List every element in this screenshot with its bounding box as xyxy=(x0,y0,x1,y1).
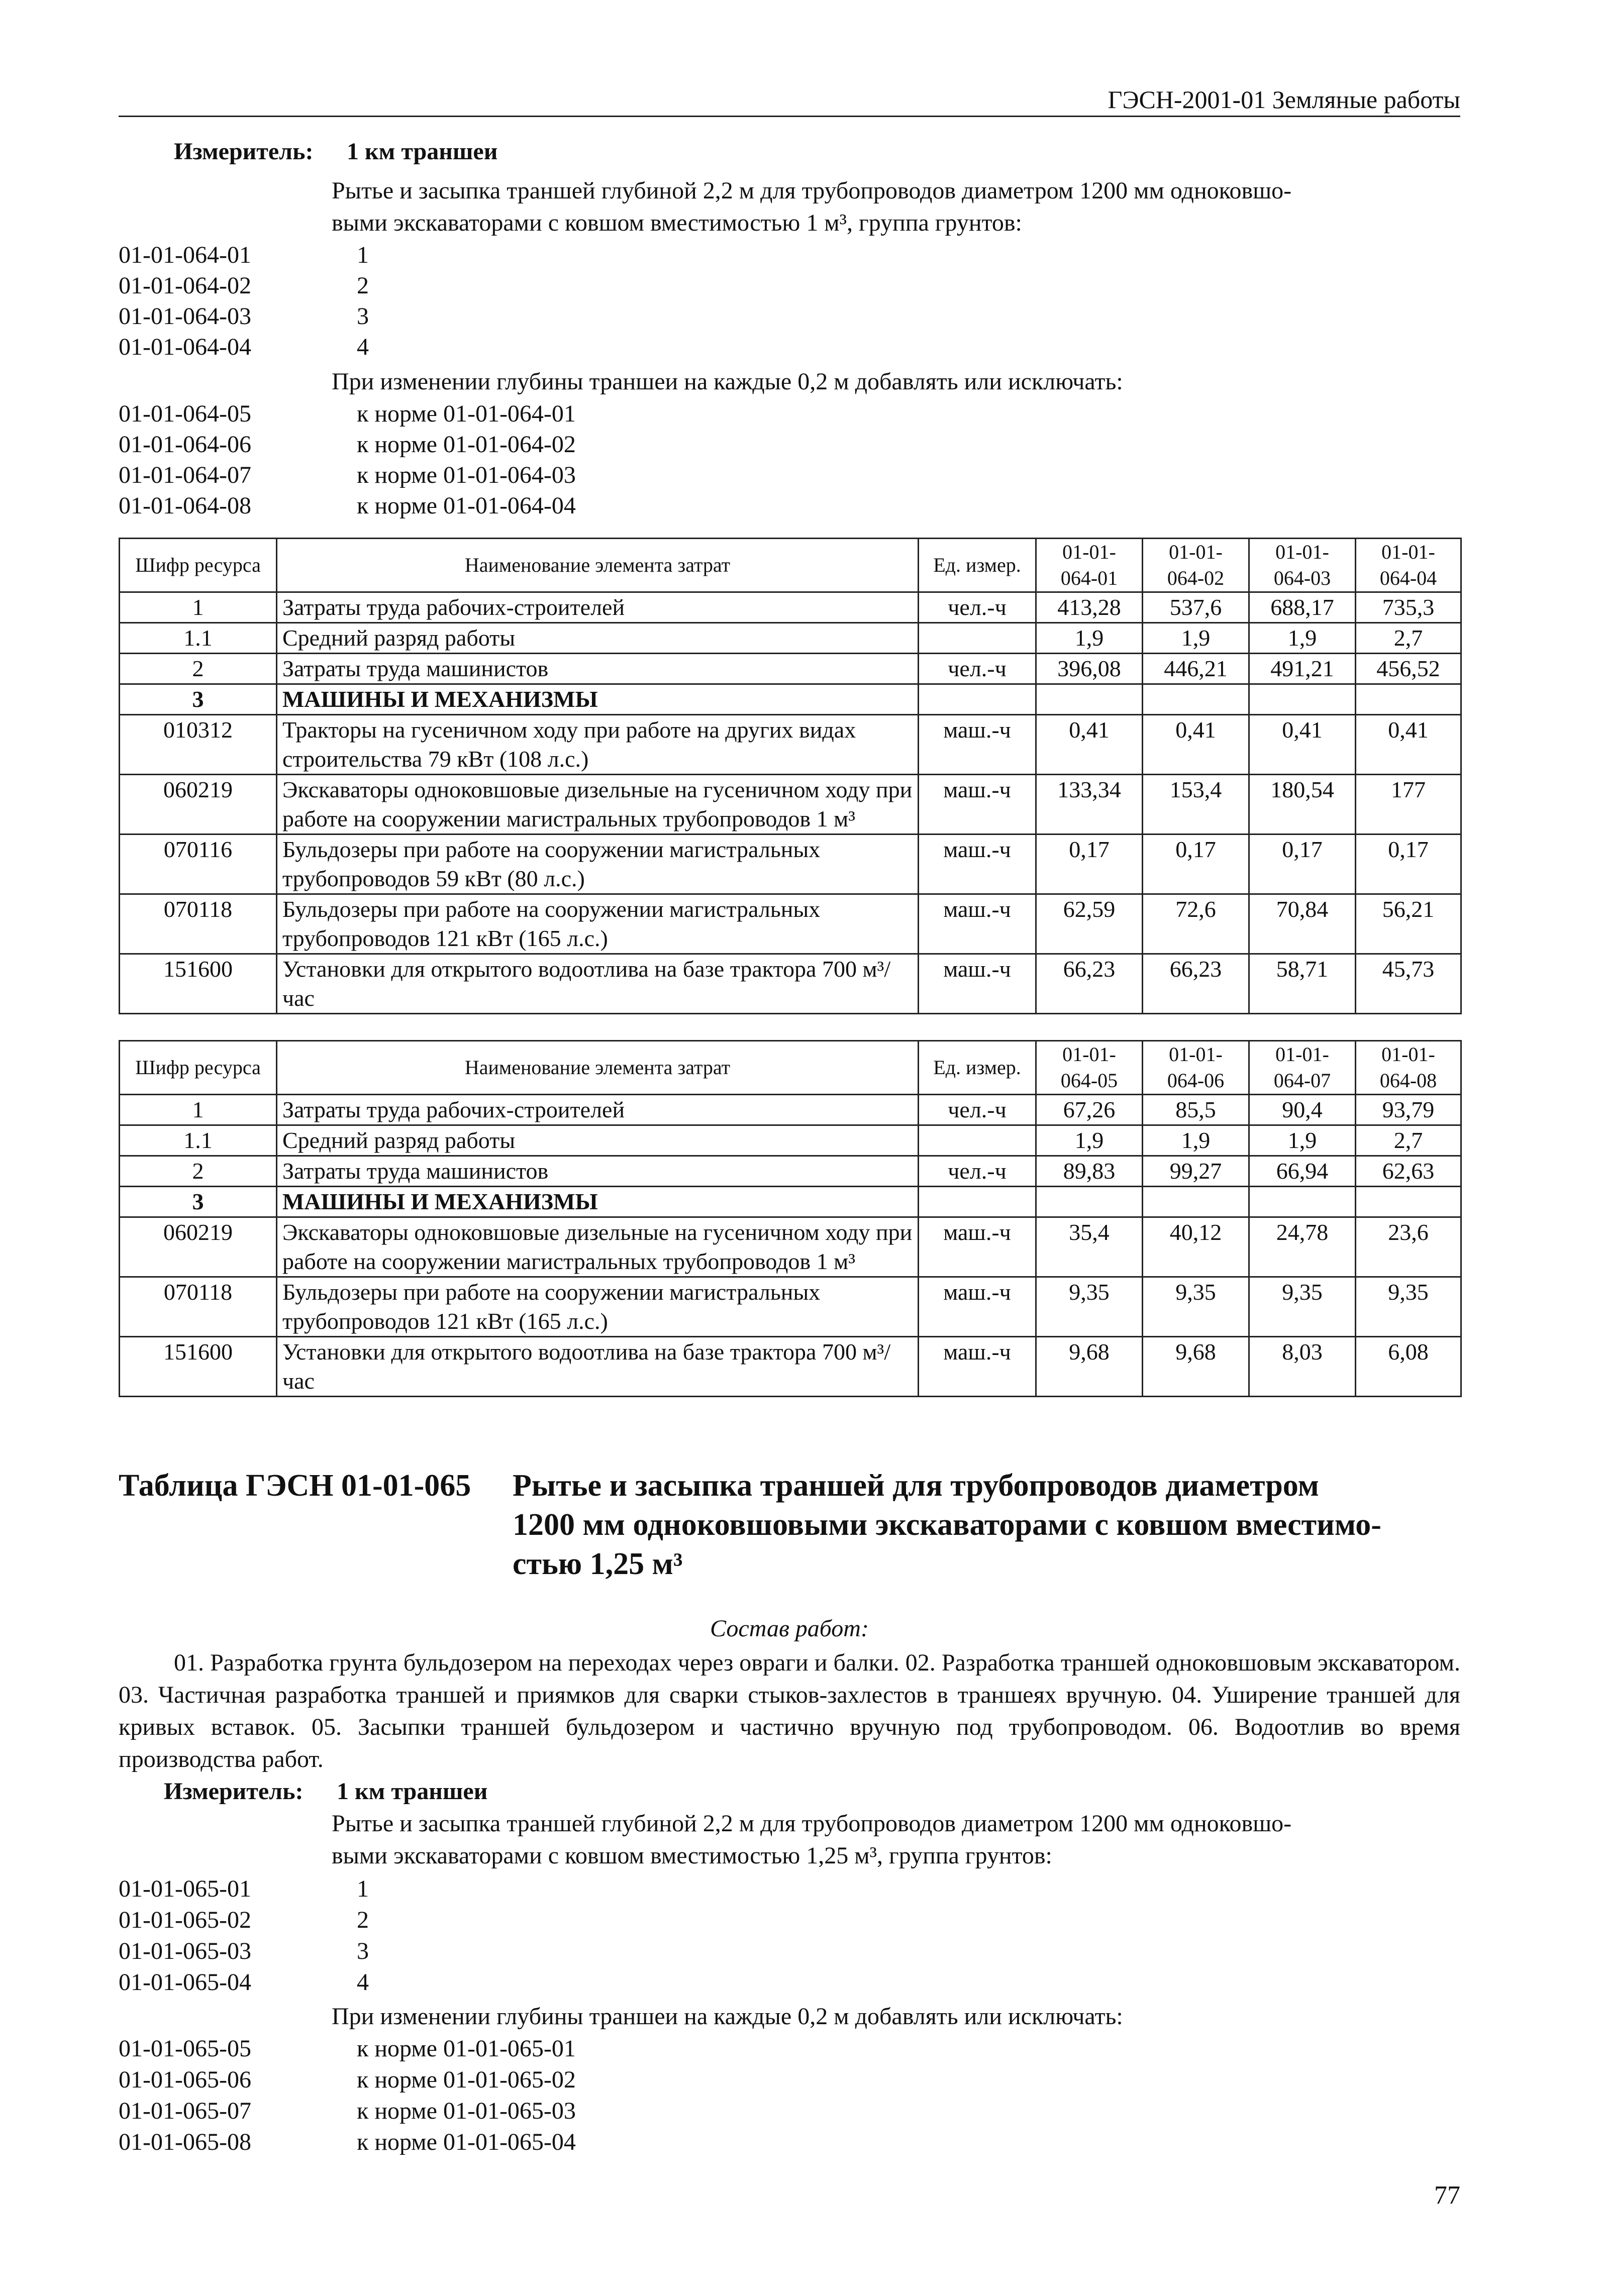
cell-cipher: 060219 xyxy=(120,1217,277,1277)
cell-value: 9,35 xyxy=(1356,1277,1461,1337)
col-code-b: 064-08 xyxy=(1379,1069,1437,1092)
cell-cipher: 070116 xyxy=(120,834,277,894)
norm-value: 3 xyxy=(357,303,369,330)
cell-value: 9,35 xyxy=(1249,1277,1356,1337)
col-code-b: 064-01 xyxy=(1060,567,1118,589)
header-cipher: Шифр ресурса xyxy=(120,539,277,592)
table-row xyxy=(120,1095,1461,1125)
cell-unit: маш.-ч xyxy=(919,894,1036,954)
col-code-a: 01-01- xyxy=(1169,541,1223,563)
meter-label-065: Измеритель: xyxy=(164,1778,304,1805)
cell-value: 0,17 xyxy=(1249,834,1356,894)
works-description: 01. Разработка грунта бульдозером на переходах через овраги и балки. 02. Разработка траншей одноковшовым экскаватором. 03. Частичная разработка траншей и приямков для сварки стыков-захлестов в траншеях вручную. 04. Уширение траншей для кривых вставок. 05. Засыпки траншей бульдозером и частично вручную под трубопроводом. 06. Водоотлив во время производства работ. xyxy=(119,1649,1460,1772)
cell-value xyxy=(1036,684,1143,715)
norm-code: 01-01-065-04 xyxy=(119,1969,251,1996)
cell-value: 66,23 xyxy=(1143,954,1249,1014)
works-title: Состав работ: xyxy=(710,1615,869,1642)
header-cipher: Шифр ресурса xyxy=(120,1041,277,1095)
cell-cipher: 1 xyxy=(120,1095,277,1125)
norm-value: 3 xyxy=(357,1938,369,1964)
cell-value: 446,21 xyxy=(1143,654,1249,684)
cell-value: 35,4 xyxy=(1036,1217,1143,1277)
cell-cipher: 070118 xyxy=(120,1277,277,1337)
cell-value: 456,52 xyxy=(1356,654,1461,684)
cell-unit xyxy=(919,623,1036,654)
cell-value xyxy=(1036,1187,1143,1217)
col-code-a: 01-01- xyxy=(1275,1043,1329,1066)
table-row xyxy=(120,715,1461,775)
cell-value: 1,9 xyxy=(1249,1125,1356,1156)
norm-code: 01-01-064-01 xyxy=(119,242,251,268)
cell-name: МАШИНЫ И МЕХАНИЗМЫ xyxy=(277,684,919,715)
cell-name: Установки для открытого водоотлива на базе трактора 700 м³/час xyxy=(277,954,919,1014)
cell-value: 0,17 xyxy=(1036,834,1143,894)
cell-value: 23,6 xyxy=(1356,1217,1461,1277)
cell-cipher: 070118 xyxy=(120,894,277,954)
cell-value: 537,6 xyxy=(1143,592,1249,623)
table-caption-prefix: Таблица ГЭСН 01-01-065 xyxy=(119,1469,471,1503)
cell-value: 413,28 xyxy=(1036,592,1143,623)
norm-code: 01-01-064-04 xyxy=(119,334,251,360)
norm-code: 01-01-065-06 xyxy=(119,2066,251,2093)
norm-code: 01-01-064-06 xyxy=(119,431,251,458)
cell-name: Бульдозеры при работе на сооружении магистральных трубопроводов 121 кВт (165 л.с.) xyxy=(277,894,919,954)
cell-unit: маш.-ч xyxy=(919,775,1036,834)
cell-value: 85,5 xyxy=(1143,1095,1249,1125)
cell-value: 1,9 xyxy=(1143,623,1249,654)
norm-value: к норме 01-01-064-04 xyxy=(357,492,576,519)
cell-unit xyxy=(919,1187,1036,1217)
cell-value: 0,41 xyxy=(1356,715,1461,775)
cell-value xyxy=(1356,1187,1461,1217)
cell-value: 90,4 xyxy=(1249,1095,1356,1125)
header-unit: Ед. измер. xyxy=(919,539,1036,592)
header-norm-col xyxy=(1356,1041,1461,1095)
table-row xyxy=(120,1337,1461,1397)
cell-unit: маш.-ч xyxy=(919,1337,1036,1397)
norm-value: к норме 01-01-065-04 xyxy=(357,2129,576,2155)
norm-value: 1 xyxy=(357,1875,369,1902)
cell-value: 0,41 xyxy=(1036,715,1143,775)
cell-cipher: 2 xyxy=(120,1156,277,1187)
norm-value: к норме 01-01-065-01 xyxy=(357,2035,576,2062)
norm-code: 01-01-064-05 xyxy=(119,400,251,427)
cell-unit: маш.-ч xyxy=(919,715,1036,775)
table-caption-line2: 1200 мм одноковшовыми экскаваторами с ковшом вместимо- xyxy=(513,1508,1381,1542)
table-section-row xyxy=(120,684,1461,715)
table-caption-line1: Рытье и засыпка траншей для трубопроводов диаметром xyxy=(513,1469,1319,1503)
cell-value: 180,54 xyxy=(1249,775,1356,834)
table-section-row xyxy=(120,1187,1461,1217)
header-norm-col xyxy=(1036,1041,1143,1095)
running-header: ГЭСН-2001-01 Земляные работы xyxy=(1108,85,1460,114)
cell-value: 2,7 xyxy=(1356,1125,1461,1156)
meter-label-064: Измеритель: xyxy=(174,138,314,165)
cell-value: 2,7 xyxy=(1356,623,1461,654)
cell-cipher: 151600 xyxy=(120,954,277,1014)
norm-value: к норме 01-01-064-02 xyxy=(357,431,576,458)
col-code-b: 064-03 xyxy=(1273,567,1331,589)
table-row xyxy=(120,654,1461,684)
resource-table-2 xyxy=(119,1040,1462,1397)
cell-value: 72,6 xyxy=(1143,894,1249,954)
cell-value: 45,73 xyxy=(1356,954,1461,1014)
resource-table-1 xyxy=(119,538,1462,1014)
cell-value: 1,9 xyxy=(1036,1125,1143,1156)
norm-code: 01-01-065-08 xyxy=(119,2129,251,2155)
cell-value: 93,79 xyxy=(1356,1095,1461,1125)
cell-value: 9,35 xyxy=(1036,1277,1143,1337)
cell-value: 56,21 xyxy=(1356,894,1461,954)
cell-name: Экскаваторы одноковшовые дизельные на гусеничном ходу при работе на сооружении магистральных трубопроводов 1 м³ xyxy=(277,775,919,834)
table-row xyxy=(120,1125,1461,1156)
cell-value: 0,17 xyxy=(1356,834,1461,894)
col-code-a: 01-01- xyxy=(1381,541,1435,563)
table-row xyxy=(120,775,1461,834)
cell-value: 66,94 xyxy=(1249,1156,1356,1187)
cell-name: Затраты труда машинистов xyxy=(277,654,919,684)
norm-value: 2 xyxy=(357,1907,369,1933)
cell-value xyxy=(1249,684,1356,715)
cell-value: 688,17 xyxy=(1249,592,1356,623)
cell-value: 67,26 xyxy=(1036,1095,1143,1125)
norm-value: к норме 01-01-064-01 xyxy=(357,400,576,427)
cell-unit xyxy=(919,1125,1036,1156)
norm-value: к норме 01-01-065-03 xyxy=(357,2098,576,2124)
table-row xyxy=(120,623,1461,654)
col-code-a: 01-01- xyxy=(1275,541,1329,563)
cell-name: Установки для открытого водоотлива на базе трактора 700 м³/час xyxy=(277,1337,919,1397)
cell-value xyxy=(1143,1187,1249,1217)
cell-cipher: 151600 xyxy=(120,1337,277,1397)
cell-value: 0,17 xyxy=(1143,834,1249,894)
header-norm-col xyxy=(1036,539,1143,592)
cell-cipher: 3 xyxy=(120,684,277,715)
cell-value: 396,08 xyxy=(1036,654,1143,684)
cell-value: 62,59 xyxy=(1036,894,1143,954)
description-065-line2: выми экскаваторами с ковшом вместимостью 1,25 м³, группа грунтов: xyxy=(332,1842,1052,1869)
cell-value: 0,41 xyxy=(1249,715,1356,775)
description-064-line1: Рытье и засыпка траншей глубиной 2,2 м для трубопроводов диаметром 1200 мм одноковшо- xyxy=(332,177,1292,204)
col-code-b: 064-06 xyxy=(1167,1069,1225,1092)
cell-value: 0,41 xyxy=(1143,715,1249,775)
page-number: 77 xyxy=(1434,2181,1460,2210)
cell-value: 99,27 xyxy=(1143,1156,1249,1187)
cell-name: Средний разряд работы xyxy=(277,623,919,654)
cell-value: 6,08 xyxy=(1356,1337,1461,1397)
meter-value-064: 1 км траншеи xyxy=(347,138,498,165)
cell-unit: чел.-ч xyxy=(919,1156,1036,1187)
norm-code: 01-01-065-01 xyxy=(119,1875,251,1902)
cell-value: 491,21 xyxy=(1249,654,1356,684)
cell-value xyxy=(1249,1187,1356,1217)
norm-code: 01-01-065-05 xyxy=(119,2035,251,2062)
cell-cipher: 1.1 xyxy=(120,1125,277,1156)
norm-code: 01-01-065-02 xyxy=(119,1907,251,1933)
col-code-a: 01-01- xyxy=(1062,1043,1116,1066)
cell-value: 70,84 xyxy=(1249,894,1356,954)
cell-value: 89,83 xyxy=(1036,1156,1143,1187)
table-row xyxy=(120,834,1461,894)
cell-name: Тракторы на гусеничном ходу при работе на других видах строительства 79 кВт (108 л.с.) xyxy=(277,715,919,775)
cell-value: 9,68 xyxy=(1036,1337,1143,1397)
norm-code: 01-01-064-03 xyxy=(119,303,251,330)
col-code-a: 01-01- xyxy=(1062,541,1116,563)
table-row xyxy=(120,592,1461,623)
norm-value: 4 xyxy=(357,334,369,360)
cell-name: Экскаваторы одноковшовые дизельные на гусеничном ходу при работе на сооружении магистральных трубопроводов 1 м³ xyxy=(277,1217,919,1277)
cell-value: 8,03 xyxy=(1249,1337,1356,1397)
cell-cipher: 060219 xyxy=(120,775,277,834)
cell-name: МАШИНЫ И МЕХАНИЗМЫ xyxy=(277,1187,919,1217)
norm-code: 01-01-064-02 xyxy=(119,272,251,299)
table-row xyxy=(120,1217,1461,1277)
cell-unit xyxy=(919,684,1036,715)
header-norm-col xyxy=(1249,1041,1356,1095)
table-caption-line3: стью 1,25 м³ xyxy=(513,1547,683,1581)
description-065-line1: Рытье и засыпка траншей глубиной 2,2 м для трубопроводов диаметром 1200 мм одноковшо- xyxy=(332,1810,1292,1837)
norm-code: 01-01-065-07 xyxy=(119,2098,251,2124)
table-header-row xyxy=(120,539,1461,592)
col-code-b: 064-05 xyxy=(1060,1069,1118,1092)
norm-value: 1 xyxy=(357,242,369,268)
norm-value: к норме 01-01-065-02 xyxy=(357,2066,576,2093)
cell-cipher: 010312 xyxy=(120,715,277,775)
cell-cipher: 1 xyxy=(120,592,277,623)
cell-value: 1,9 xyxy=(1036,623,1143,654)
cell-unit: чел.-ч xyxy=(919,592,1036,623)
header-name: Наименование элемента затрат xyxy=(277,1041,919,1095)
cell-name: Затраты труда рабочих-строителей xyxy=(277,592,919,623)
meter-value-065: 1 км траншеи xyxy=(337,1778,488,1805)
header-norm-col xyxy=(1356,539,1461,592)
description-064-line2: выми экскаваторами с ковшом вместимостью 1 м³, группа грунтов: xyxy=(332,210,1022,236)
cell-value: 1,9 xyxy=(1143,1125,1249,1156)
cell-value: 66,23 xyxy=(1036,954,1143,1014)
col-code-b: 064-02 xyxy=(1167,567,1225,589)
cell-value: 40,12 xyxy=(1143,1217,1249,1277)
norm-code: 01-01-064-07 xyxy=(119,462,251,488)
header-norm-col xyxy=(1143,539,1249,592)
norm-value: к норме 01-01-064-03 xyxy=(357,462,576,488)
norm-value: 4 xyxy=(357,1969,369,1996)
cell-value: 735,3 xyxy=(1356,592,1461,623)
table-row xyxy=(120,1277,1461,1337)
cell-value xyxy=(1356,684,1461,715)
col-code-a: 01-01- xyxy=(1169,1043,1223,1066)
cell-value xyxy=(1143,684,1249,715)
cell-unit: маш.-ч xyxy=(919,1217,1036,1277)
col-code-b: 064-07 xyxy=(1273,1069,1331,1092)
cell-value: 133,34 xyxy=(1036,775,1143,834)
header-unit: Ед. измер. xyxy=(919,1041,1036,1095)
cell-name: Бульдозеры при работе на сооружении магистральных трубопроводов 59 кВт (80 л.с.) xyxy=(277,834,919,894)
header-norm-col xyxy=(1249,539,1356,592)
cell-cipher: 3 xyxy=(120,1187,277,1217)
cell-value: 1,9 xyxy=(1249,623,1356,654)
cell-value: 24,78 xyxy=(1249,1217,1356,1277)
header-norm-col xyxy=(1143,1041,1249,1095)
cell-name: Затраты труда машинистов xyxy=(277,1156,919,1187)
cell-value: 9,35 xyxy=(1143,1277,1249,1337)
cell-unit: маш.-ч xyxy=(919,834,1036,894)
norm-value: 2 xyxy=(357,272,369,299)
table-row xyxy=(120,954,1461,1014)
header-rule xyxy=(119,116,1460,117)
norm-code: 01-01-065-03 xyxy=(119,1938,251,1964)
cell-value: 177 xyxy=(1356,775,1461,834)
table-row xyxy=(120,894,1461,954)
cell-name: Средний разряд работы xyxy=(277,1125,919,1156)
cell-cipher: 2 xyxy=(120,654,277,684)
cell-value: 153,4 xyxy=(1143,775,1249,834)
norm-code: 01-01-064-08 xyxy=(119,492,251,519)
cell-unit: чел.-ч xyxy=(919,654,1036,684)
cell-unit: маш.-ч xyxy=(919,1277,1036,1337)
cell-value: 9,68 xyxy=(1143,1337,1249,1397)
cell-value: 58,71 xyxy=(1249,954,1356,1014)
col-code-b: 064-04 xyxy=(1379,567,1437,589)
col-code-a: 01-01- xyxy=(1381,1043,1435,1066)
table-header-row xyxy=(120,1041,1461,1095)
header-name: Наименование элемента затрат xyxy=(277,539,919,592)
cell-name: Бульдозеры при работе на сооружении магистральных трубопроводов 121 кВт (165 л.с.) xyxy=(277,1277,919,1337)
cell-name: Затраты труда рабочих-строителей xyxy=(277,1095,919,1125)
cell-cipher: 1.1 xyxy=(120,623,277,654)
cell-unit: чел.-ч xyxy=(919,1095,1036,1125)
cell-value: 62,63 xyxy=(1356,1156,1461,1187)
depth-note-065: При изменении глубины траншеи на каждые 0,2 м добавлять или исключать: xyxy=(332,2003,1123,2030)
table-row xyxy=(120,1156,1461,1187)
cell-unit: маш.-ч xyxy=(919,954,1036,1014)
depth-note-064: При изменении глубины траншеи на каждые 0,2 м добавлять или исключать: xyxy=(332,368,1123,395)
